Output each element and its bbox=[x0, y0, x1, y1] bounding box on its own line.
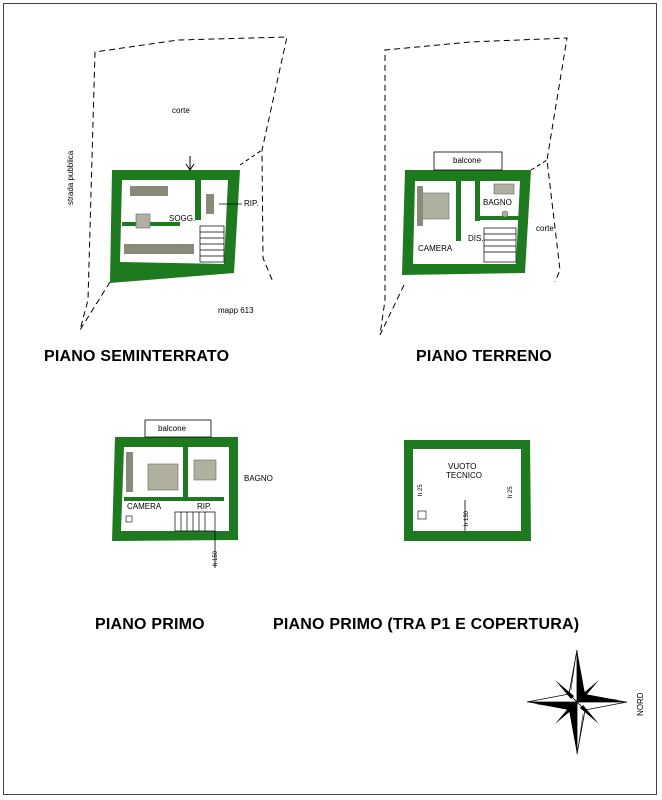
label-strada-pubblica: strada pubblica bbox=[66, 150, 75, 205]
furniture-wc bbox=[502, 211, 508, 217]
inner-wall bbox=[475, 181, 480, 221]
lot-boundary-2b bbox=[531, 160, 547, 170]
label-balcone: balcone bbox=[453, 156, 482, 165]
label-mapp: mapp 613 bbox=[218, 306, 254, 315]
label-h25-right: h 25 bbox=[508, 486, 514, 498]
small-square bbox=[126, 516, 132, 522]
label-rip: RIP. bbox=[244, 199, 259, 208]
label-bagno: BAGNO bbox=[483, 198, 512, 207]
label-nord: NORD bbox=[636, 692, 645, 716]
staircase bbox=[200, 226, 224, 262]
label-h150: h 150 bbox=[213, 550, 219, 566]
furniture-wardrobe bbox=[417, 186, 423, 226]
inner-wall bbox=[195, 180, 201, 220]
label-vuoto: VUOTO bbox=[448, 462, 477, 471]
label-tecnico: TECNICO bbox=[446, 471, 482, 480]
label-rip: RIP. bbox=[197, 502, 212, 511]
furniture-bath bbox=[194, 460, 216, 480]
label-balcone: balcone bbox=[158, 424, 187, 433]
furniture-sofa bbox=[130, 186, 168, 196]
inner-wall bbox=[456, 181, 461, 241]
entrance-arrow-icon bbox=[186, 156, 194, 170]
furniture-table bbox=[136, 214, 150, 228]
furniture-counter bbox=[124, 244, 194, 254]
title-piano-primo: PIANO PRIMO bbox=[95, 616, 205, 633]
furniture-bed bbox=[419, 193, 449, 219]
label-h130: h 130 bbox=[464, 510, 470, 526]
label-h25-left: h 25 bbox=[418, 484, 424, 496]
label-bagno: BAGNO bbox=[244, 474, 273, 483]
label-sogg: SOGG. bbox=[169, 214, 196, 223]
label-camera: CAMERA bbox=[418, 244, 453, 253]
title-piano-copertura: PIANO PRIMO (TRA P1 E COPERTURA) bbox=[273, 616, 580, 633]
inner-wall bbox=[183, 447, 188, 497]
furniture-bed bbox=[148, 464, 178, 490]
label-dis: DIS. bbox=[468, 234, 484, 243]
small-square bbox=[418, 511, 426, 519]
label-corte: corte bbox=[536, 224, 554, 233]
staircase bbox=[175, 512, 215, 531]
title-piano-seminterrato: PIANO SEMINTERRATO bbox=[44, 348, 230, 365]
inner-wall bbox=[480, 216, 520, 220]
title-piano-terreno: PIANO TERRENO bbox=[416, 348, 552, 365]
lot-boundary-1 bbox=[80, 37, 287, 330]
label-corte: corte bbox=[172, 106, 190, 115]
inner-wall bbox=[124, 497, 224, 501]
furniture-bathtub bbox=[494, 184, 514, 194]
lot-boundary-1b bbox=[240, 150, 262, 165]
plan-terreno bbox=[380, 38, 567, 335]
label-camera: CAMERA bbox=[127, 502, 162, 511]
plan-primo bbox=[112, 420, 238, 568]
furniture-cabinet bbox=[206, 194, 214, 214]
staircase bbox=[484, 228, 516, 262]
furniture-wardrobe bbox=[126, 452, 133, 492]
compass-rose-icon bbox=[527, 650, 627, 754]
plan-seminterrato bbox=[80, 37, 287, 330]
